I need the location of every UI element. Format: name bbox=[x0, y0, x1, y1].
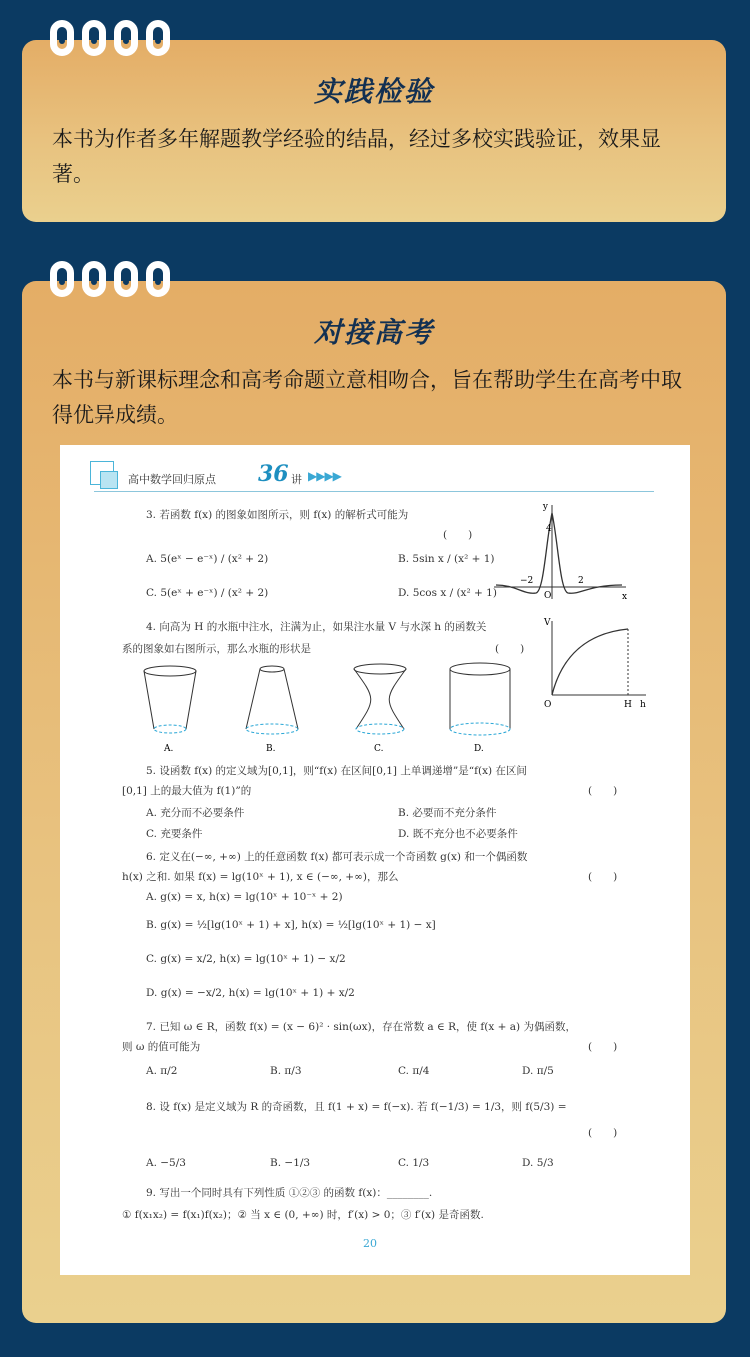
card-title: 对接高考 bbox=[313, 316, 434, 349]
option-a: A. g(x) = x, h(x) = lg(10ˣ + 10⁻ˣ + 2) bbox=[146, 891, 343, 903]
page-number: 20 bbox=[363, 1237, 377, 1250]
question-4-line1: 4. 向高为 H 的水瓶中注水，注满为止，如果注水量 V 与水深 h 的函数关 bbox=[146, 621, 487, 633]
option-b: B. g(x) = ½[lg(10ˣ + 1) + x], h(x) = ½[lg(10ˣ + 1) − x] bbox=[146, 919, 436, 931]
ring-icon bbox=[50, 20, 74, 56]
question-7-line2: 则 ω 的值可能为 bbox=[122, 1041, 201, 1053]
page-header bbox=[94, 461, 654, 493]
vase-c bbox=[354, 664, 406, 734]
vase-figures bbox=[140, 659, 520, 753]
option-a: A. −5/3 bbox=[146, 1157, 186, 1169]
vase-label-d: D. bbox=[474, 744, 484, 753]
option-c: C. π/4 bbox=[398, 1065, 430, 1077]
origin-label: O bbox=[544, 591, 552, 601]
question-5-line1: 5. 设函数 f(x) 的定义域为[0,1]，则“f(x) 在区间[0,1] 上单调递增”是“f(x) 在区间 bbox=[146, 765, 527, 777]
option-a: A. 充分而不必要条件 bbox=[146, 807, 245, 819]
option-a: A. 5(eˣ − e⁻ˣ) / (x² + 2) bbox=[146, 553, 269, 565]
question-9-line1: 9. 写出一个同时具有下列性质 ①②③ 的函数 f(x)：________. bbox=[146, 1187, 433, 1199]
question-9-line2: ① f(x₁x₂) = f(x₁)f(x₂)；② 当 x ∈ (0, +∞) 时，f′(x) > 0；③ f′(x) 是奇函数. bbox=[122, 1209, 484, 1221]
ring-icon bbox=[146, 261, 170, 297]
question-7-line1: 7. 已知 ω ∈ R，函数 f(x) = (x − 6)² · sin(ωx)，存在常数 a ∈ R，使 f(x + a) 为偶函数， bbox=[146, 1021, 576, 1033]
tick-4: 4 bbox=[546, 524, 552, 534]
vase-d bbox=[450, 663, 510, 735]
answer-paren: ( ) bbox=[443, 529, 473, 541]
vase-a bbox=[144, 666, 196, 733]
answer-paren: ( ) bbox=[495, 643, 525, 655]
header-square-icon bbox=[100, 471, 118, 489]
option-c: C. 5(eˣ + e⁻ˣ) / (x² + 2) bbox=[146, 587, 269, 599]
option-b: B. 5sin x / (x² + 1) bbox=[398, 553, 495, 565]
vase-b bbox=[246, 666, 298, 734]
answer-paren: ( ) bbox=[588, 785, 618, 797]
option-c: C. g(x) = x/2, h(x) = lg(10ˣ + 1) − x/2 bbox=[146, 953, 346, 965]
feature-card-exam bbox=[22, 281, 726, 1323]
tick-2: 2 bbox=[578, 576, 584, 586]
binder-rings bbox=[50, 20, 170, 56]
book-title: 高中数学回归原点 bbox=[128, 473, 216, 486]
option-d: D. π/5 bbox=[522, 1065, 554, 1077]
binder-rings bbox=[50, 261, 170, 297]
header-divider bbox=[94, 491, 654, 492]
curve bbox=[552, 629, 628, 695]
origin-label: O bbox=[544, 700, 552, 710]
vase-label-c: C. bbox=[374, 744, 384, 753]
feature-card-practice bbox=[22, 40, 726, 222]
book-title-suffix: 讲 bbox=[291, 473, 302, 486]
function-graph-q3 bbox=[490, 501, 630, 601]
y-label: y bbox=[542, 502, 548, 512]
option-a: A. π/2 bbox=[146, 1065, 178, 1077]
option-d: D. 既不充分也不必要条件 bbox=[398, 828, 518, 840]
vase-label-b: B. bbox=[266, 744, 276, 753]
question-6-line1: 6. 定义在(−∞, +∞) 上的任意函数 f(x) 都可表示成一个奇函数 g(x) 和一个偶函数 bbox=[146, 851, 528, 863]
option-b: B. π/3 bbox=[270, 1065, 302, 1077]
option-d: D. 5cos x / (x² + 1) bbox=[398, 587, 497, 599]
ring-icon bbox=[146, 20, 170, 56]
ring-icon bbox=[114, 20, 138, 56]
option-d: D. g(x) = −x/2, h(x) = lg(10ˣ + 1) + x/2 bbox=[146, 987, 355, 999]
ring-icon bbox=[114, 261, 138, 297]
arrows-icon: ▶▶▶▶ bbox=[308, 469, 341, 483]
answer-paren: ( ) bbox=[588, 871, 618, 883]
h-cap-label: H bbox=[624, 700, 632, 710]
volume-depth-graph bbox=[538, 615, 650, 711]
tick-neg2: −2 bbox=[520, 576, 534, 586]
question-5-line2: [0,1] 上的最大值为 f(1)”的 bbox=[122, 785, 252, 797]
question-3: 3. 若函数 f(x) 的图象如图所示，则 f(x) 的解析式可能为 bbox=[146, 509, 409, 521]
question-8: 8. 设 f(x) 是定义域为 R 的奇函数，且 f(1 + x) = f(−x). 若 f(−1/3) = 1/3，则 f(5/3) = bbox=[146, 1101, 567, 1113]
option-c: C. 充要条件 bbox=[146, 828, 203, 840]
h-label: h bbox=[640, 700, 646, 710]
card-description: 本书为作者多年解题教学经验的结晶，经过多校实践验证，效果显著。 bbox=[52, 127, 661, 186]
answer-paren: ( ) bbox=[588, 1041, 618, 1053]
option-d: D. 5/3 bbox=[522, 1157, 554, 1169]
book-page-sample bbox=[60, 445, 690, 1275]
question-4-line2: 系的图象如右图所示，那么水瓶的形状是 bbox=[122, 643, 311, 655]
ring-icon bbox=[50, 261, 74, 297]
ring-icon bbox=[82, 261, 106, 297]
vase-label-a: A. bbox=[164, 744, 174, 753]
option-c: C. 1/3 bbox=[398, 1157, 430, 1169]
book-number: 36 bbox=[258, 461, 289, 487]
card-title: 实践检验 bbox=[313, 75, 434, 108]
option-b: B. −1/3 bbox=[270, 1157, 311, 1169]
option-b: B. 必要而不充分条件 bbox=[398, 807, 497, 819]
question-6-line2: h(x) 之和. 如果 f(x) = lg(10ˣ + 1), x ∈ (−∞, +∞)，那么 bbox=[122, 871, 399, 883]
v-label: V bbox=[544, 618, 551, 628]
x-label: x bbox=[622, 592, 628, 601]
curve bbox=[496, 513, 622, 593]
ring-icon bbox=[82, 20, 106, 56]
answer-paren: ( ) bbox=[588, 1127, 618, 1139]
card-description: 本书与新课标理念和高考命题立意相吻合，旨在帮助学生在高考中取得优异成绩。 bbox=[52, 368, 682, 427]
